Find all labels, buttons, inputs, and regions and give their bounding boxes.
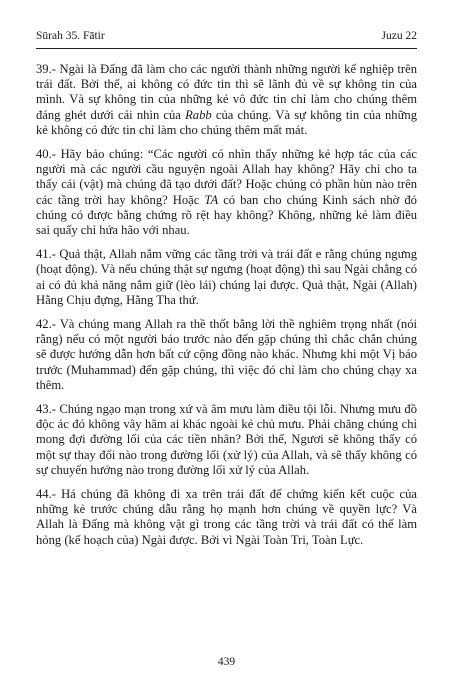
verse-emphasis: Rabb	[185, 107, 212, 122]
verse-text: có ban cho chúng Kinh sách nhờ đó chúng có được bằng chứng rõ rệt hay không? Không, những kẻ làm điều sai quấy chỉ hứa hão với nhau.	[36, 192, 417, 238]
verse-text: 44.- Há chúng đã không đi xa trên trái đất để chứng kiến kết cuộc của những kẻ trước chúng dẫu rằng họ mạnh hơn chúng về quyền lực? Và Allah là Đấng mà không vật gì trong các tầng trời và trái đất có thể làm hỏng (kế hoạch của) Ngài được. Bởi vì Ngài Toàn Tri, Toàn Lực.	[36, 487, 417, 547]
verse-paragraph	[36, 317, 417, 393]
page-number: 439	[217, 656, 236, 668]
verse-text: 43.- Chúng ngạo mạn trong xứ và âm mưu làm điều tội lỗi. Nhưng mưu đồ độc ác đó không vây hãm ai khác ngoài kẻ chủ mưu. Phải chăng chúng chỉ mong đợi đường lối của các tiền nhân? Bởi thế, Ngươi sẽ không thấy có một sự thay đổi nào trong đường lối (xử lý) của Allah, và sẽ thấy không có sự chuyển hướng nào trong đường lối xử lý của Allah.	[36, 402, 417, 477]
verse-emphasis: TA	[204, 192, 219, 207]
verse-paragraph	[36, 402, 417, 478]
juz-label: Juzu 22	[381, 30, 417, 42]
verse-paragraph	[36, 247, 417, 308]
verse-text: 40.- Hãy bảo chúng: “Các người có nhìn thấy những kẻ hợp tác của các người mà các người cầu nguyện ngoài Allah hay không? Hãy chỉ cho ta thấy cái (vật) mà chúng đã tạo dưới đất? Hoặc chúng có phần hùn nào trên các tầng trời hay không? Hoặc	[36, 147, 417, 207]
verse-text: 42.- Và chúng mang Allah ra thề thốt bằng lời thề nghiêm trọng nhất (nói rằng) nếu có một người báo trước nào đến gặp chúng thì chắc chắn chúng sẽ được hướng dẫn hơn bất cứ cộng đồng nào khác. Nhưng khi một Vị báo trước (Muhammad) đến gặp chúng, thì việc đó chỉ làm cho chúng chạy xa thêm.	[36, 317, 417, 392]
surah-title: Sūrah 35. Fātir	[36, 30, 105, 42]
page-header	[36, 30, 417, 42]
verse-paragraph	[36, 147, 417, 238]
verse-list	[36, 62, 417, 557]
verse-text: của chúng. Và sự không tin của những kẻ không có đức tin chỉ làm cho chúng thêm mất mát.	[36, 107, 417, 137]
header-divider	[36, 48, 417, 49]
verse-paragraph	[36, 62, 417, 138]
verse-paragraph	[36, 487, 417, 548]
verse-text: 41.- Quả thật, Allah nắm vững các tầng trời và trái đất e rằng chúng ngưng (hoạt động). Và nếu chúng thật sự ngưng (hoạt động) thì sau Ngài chẳng có ai có đủ khả năng nắm giữ (lèo lái) chúng lại được. Quả thật, Ngài (Allah) Hằng Chịu đựng, Hằng Tha thứ.	[36, 247, 417, 307]
verse-text: 39.- Ngài là Đấng đã làm cho các người thành những người kế nghiệp trên trái đất. Bởi thế, ai không có đức tin thì sẽ lãnh đủ về sự không tin của mình. Và sự không tin của những kẻ vô đức tin chỉ làm cho chúng thêm đáng ghét dưới cái nhìn của	[36, 62, 417, 122]
